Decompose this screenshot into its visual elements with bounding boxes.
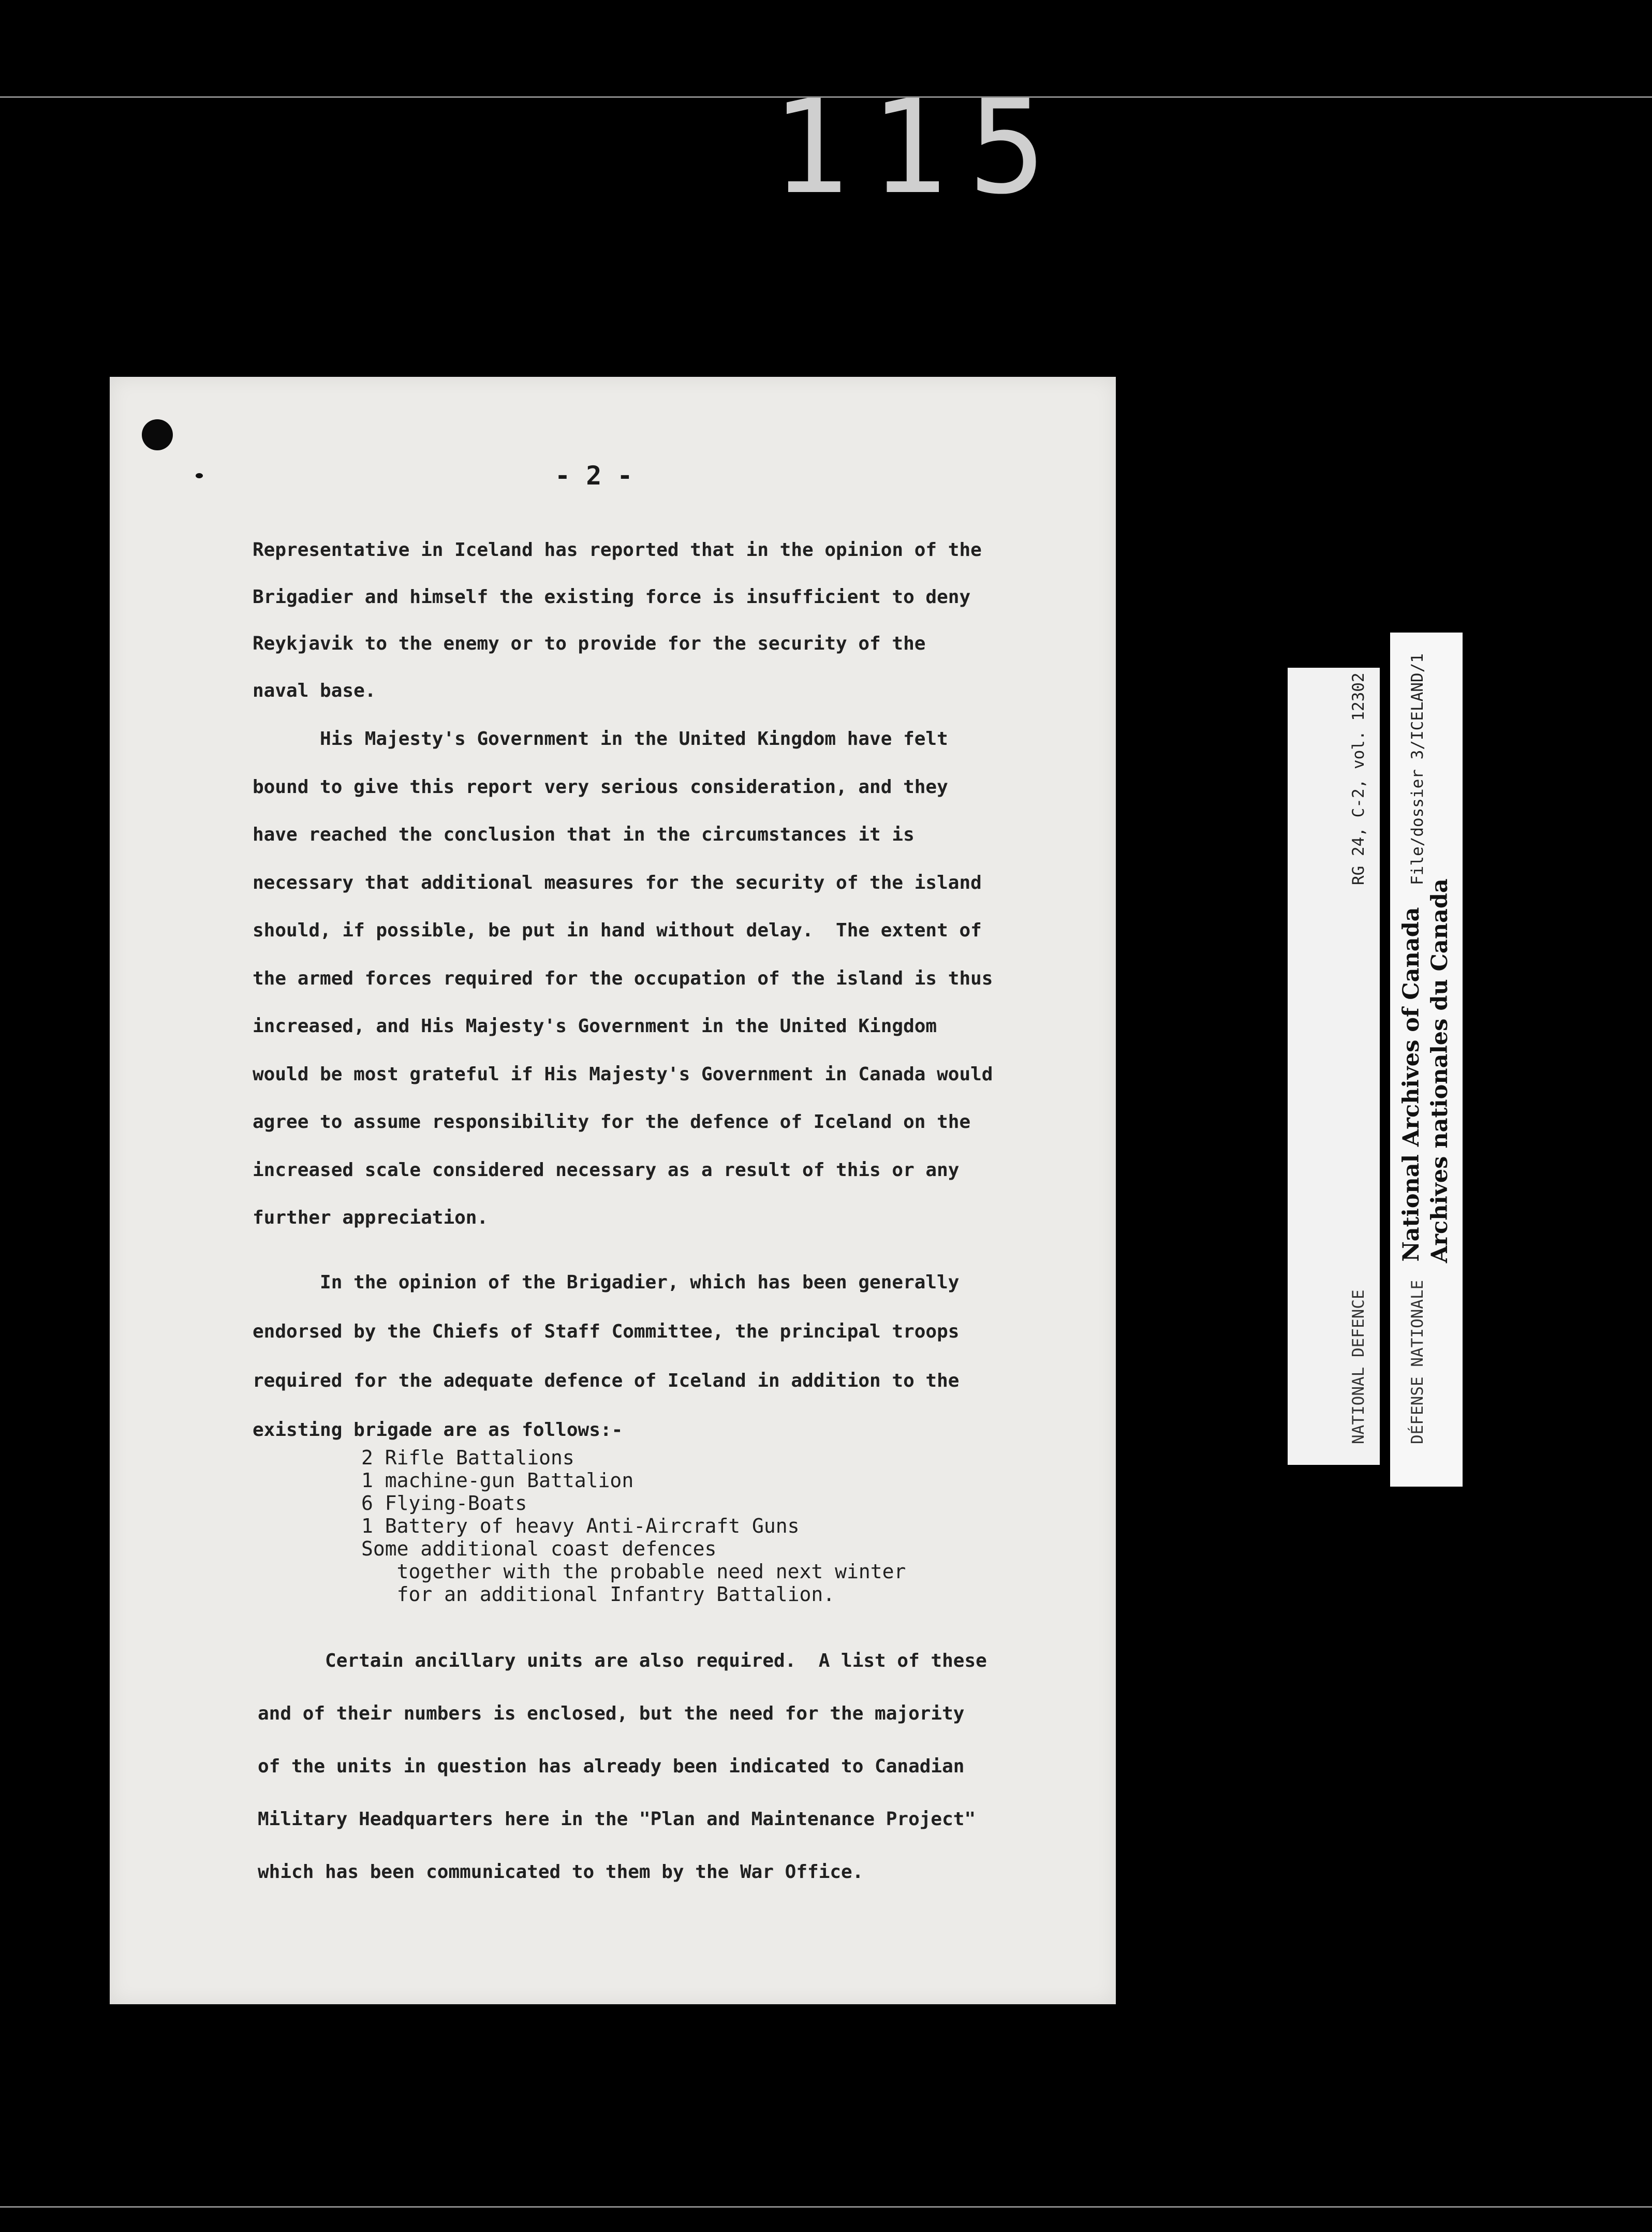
archives-line-2: Archives nationales du Canada <box>1427 878 1453 1263</box>
page-speck <box>196 473 203 478</box>
punch-hole <box>142 419 173 450</box>
document-page <box>110 377 1116 2004</box>
paragraph-4: Certain ancillary units are also required. A list of these and of their numbers is enclosed, but the need for the majority of the units in question has already been indicated to Canadian Military Headquarters here in the "Plan and Maintenance Project" which has been communicated to them by the War Office. <box>258 1650 987 1883</box>
paragraph-1: Representative in Iceland has reported that in the opinion of the Brigadier and himself the existing force is insufficient to deny Reykjavik to the enemy or to provide for the security of the naval base. <box>253 539 982 701</box>
defence-line-1: NATIONAL DEFENCE <box>1349 1289 1368 1444</box>
archive-reference-label <box>1309 653 1427 885</box>
page-number: - 2 - <box>555 461 633 491</box>
archives-line-1: National Archives of Canada <box>1398 907 1424 1262</box>
national-archives-label <box>1397 878 1459 1279</box>
paragraph-2: His Majesty's Government in the United Kingdom have felt bound to give this report very serious consideration, and they have reached the conclusion that in the circumstances it is necessary that additional measures for the security of the island should, if possible, be put in hand without delay. The extent of the armed forces required for the occupation of the island is thus increased, and His Majesty's Government in the United Kingdom would be most grateful if His Majesty's Government in Canada would agree to assume responsibility for the defence of Iceland on the increased scale considered necessary as a result of this or any further appreciation. <box>253 728 993 1228</box>
defence-line-2: DÉFENSE NATIONALE <box>1408 1280 1427 1444</box>
film-edge-bottom <box>0 2206 1652 2208</box>
paragraph-3: In the opinion of the Brigadier, which has been generally endorsed by the Chiefs of Staff Committee, the principal troops required for the adequate defence of Iceland in addition to the existing brigade are as follows:- <box>253 1272 960 1441</box>
national-defence-label <box>1309 1237 1427 1444</box>
reference-line-1: RG 24, C-2, vol. 12302 <box>1349 672 1368 885</box>
troops-list: 2 Rifle Battalions 1 machine-gun Battalion 6 Flying-Boats 1 Battery of heavy Anti-Aircraft Guns Some additional coast defences together with the probable need next winter for an additional Infantry Battalion. <box>361 1446 906 1606</box>
reference-line-2: File/dossier 3/ICELAND/1 <box>1408 653 1427 885</box>
frame-number: 115 <box>771 72 1067 223</box>
